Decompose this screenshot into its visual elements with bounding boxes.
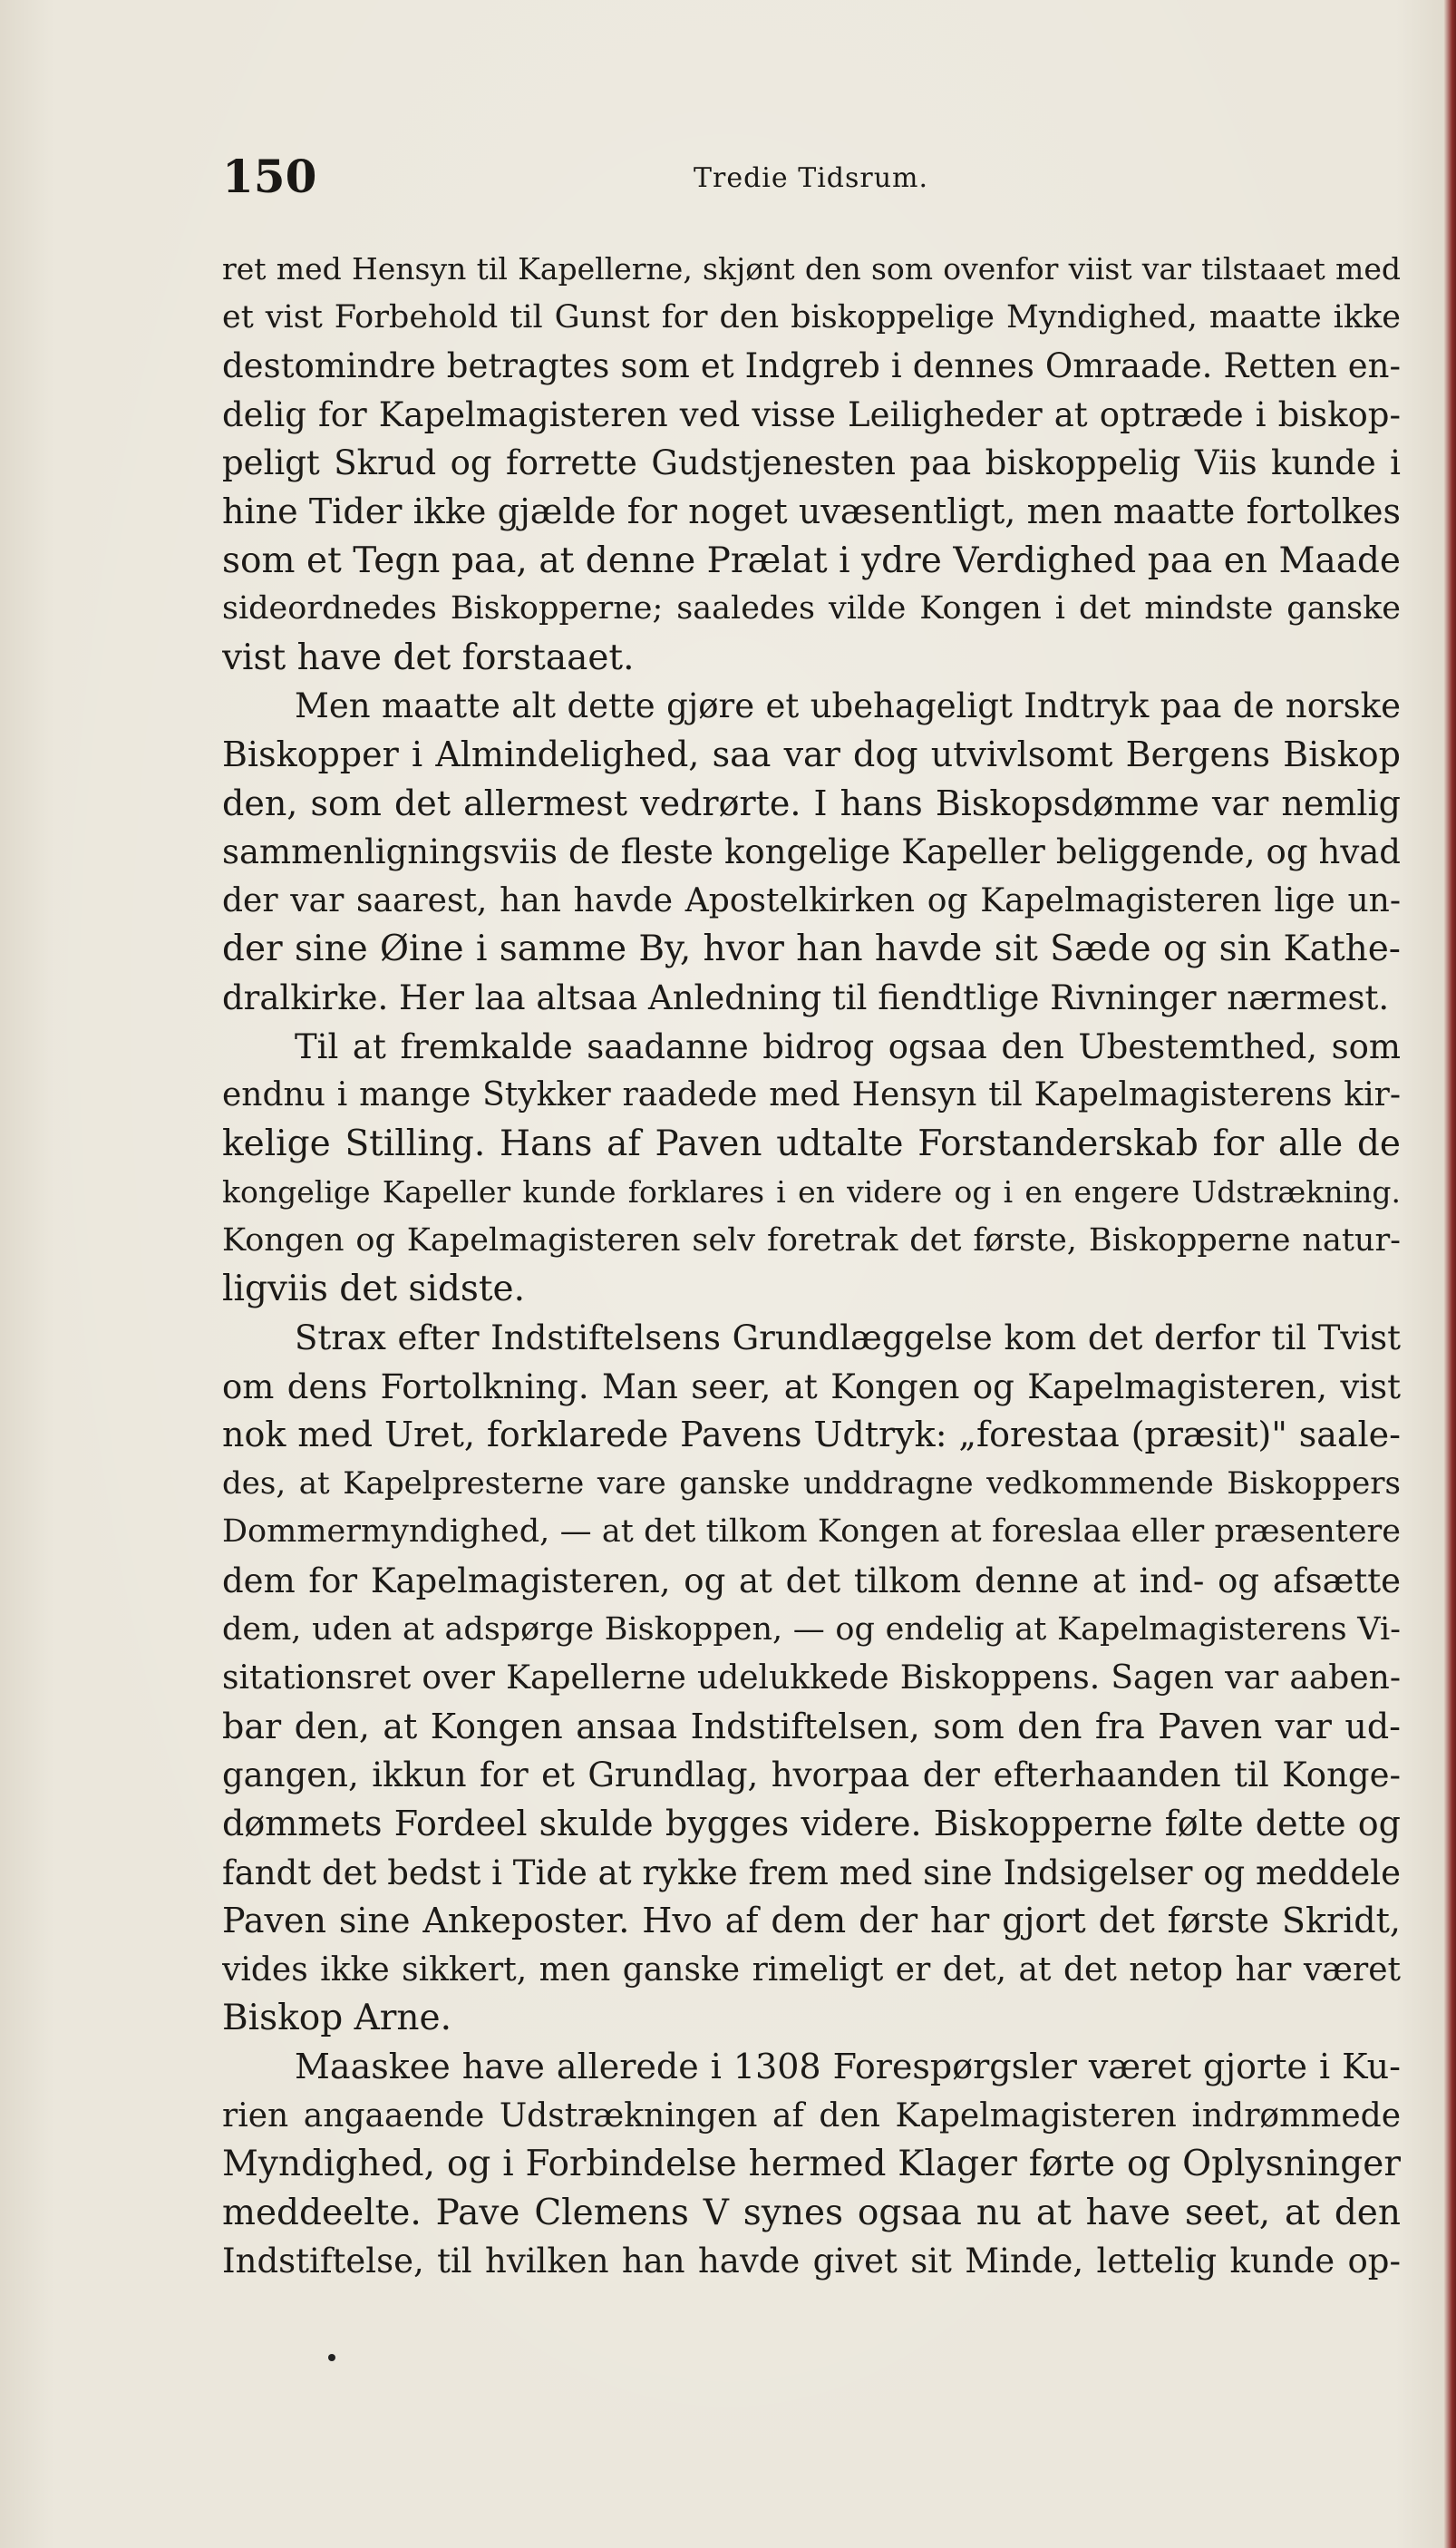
paragraph [222, 245, 1401, 682]
text-line: ret med Hensyn til Kapellerne, skjønt den som ovenfor viist var tilstaaet med [222, 251, 1401, 287]
text-line: Dommermyndighed, — at det tilkom Kongen at foreslaa eller præsentere [222, 1513, 1401, 1551]
text-line: den, som det allermest vedrørte. I hans Biskopsdømme var nemlig [222, 783, 1401, 823]
running-title: Tredie Tidsrum. [694, 162, 929, 194]
body-text [222, 245, 1401, 2286]
running-head [222, 150, 1401, 213]
text-line: der sine Øine i samme By, hvor han havde sit Sæde og sin Kathe- [222, 929, 1401, 970]
text-line: Biskop Arne. [222, 1998, 452, 2039]
text-line: Men maatte alt dette gjøre et ubehageligt Indtryk paa de norske [295, 686, 1401, 726]
text-line: gangen, ikkun for et Grundlag, hvorpaa der efterhaanden til Konge- [222, 1755, 1401, 1795]
text-line: Myndighed, og i Forbindelse hermed Klager førte og Oplysninger [222, 2144, 1401, 2185]
text-line: Strax efter Indstiftelsens Grundlæggelse kom det derfor til Tvist [295, 1318, 1401, 1358]
text-line: destomindre betragtes som et Indgreb i dennes Omraade. Retten en- [222, 346, 1401, 386]
text-line: ligviis det sidste. [222, 1269, 526, 1310]
page-number: 150 [222, 150, 317, 203]
text-line: peligt Skrud og forrette Gudstjenesten paa biskoppelig Viis kunde i [222, 443, 1401, 483]
paragraph [222, 1314, 1401, 2043]
text-line: sitationsret over Kapellerne udelukkede Biskoppens. Sagen var aaben- [222, 1659, 1401, 1697]
paragraph [222, 682, 1401, 1022]
text-line: endnu i mange Stykker raadede med Hensyn til Kapelmagisterens kir- [222, 1076, 1401, 1114]
text-line: nok med Uret, forklarede Pavens Udtryk: „forestaa (præsit)" saale- [222, 1415, 1401, 1455]
text-line: sammenligningsviis de fleste kongelige Kapeller beliggende, og hvad [222, 832, 1401, 872]
text-line: vides ikke sikkert, men ganske rimeligt er det, at det netop har været [222, 1950, 1401, 1989]
text-line: Paven sine Ankeposter. Hvo af dem der har gjort det første Skridt, [222, 1901, 1401, 1941]
text-line: vist have det forstaaet. [222, 637, 635, 678]
text-line: som et Tegn paa, at denne Prælat i ydre Verdighed paa en Maade [222, 540, 1401, 581]
text-line: dem, uden at adspørge Biskoppen, — og endelig at Kapelmagisterens Vi- [222, 1610, 1401, 1648]
text-line: Kongen og Kapelmagisteren selv foretrak det første, Biskopperne natur- [222, 1221, 1401, 1259]
text-line: rien angaaende Udstrækningen af den Kapelmagisteren indrømmede [222, 2096, 1401, 2135]
text-line: dem for Kapelmagisteren, og at det tilkom denne at ind- og afsætte [222, 1561, 1401, 1601]
text-line: kelige Stilling. Hans af Paven udtalte Forstanderskab for alle de [222, 1123, 1401, 1164]
text-line: des, at Kapelpresterne vare ganske unddragne vedkommende Biskoppers [222, 1464, 1401, 1502]
text-line: Biskopper i Almindelighed, saa var dog utvivlsomt Bergens Biskop [222, 734, 1401, 774]
text-line: dralkirke. Her laa altsaa Anledning til fiendtlige Rivninger nærmest. [222, 977, 1390, 1017]
text-line: Indstiftelse, til hvilken han havde givet sit Minde, lettelig kunde op- [222, 2242, 1401, 2281]
paragraph [222, 1023, 1401, 1315]
text-line: fandt det bedst i Tide at rykke frem med sine Indsigelser og meddele [222, 1853, 1401, 1892]
text-line: dømmets Fordeel skulde bygges videre. Biskopperne følte dette og [222, 1804, 1401, 1843]
text-line: om dens Fortolkning. Man seer, at Kongen og Kapelmagisteren, vist [222, 1366, 1401, 1406]
text-line: Maaskee have allerede i 1308 Forespørgsler været gjorte i Ku- [295, 2046, 1401, 2086]
text-line: kongelige Kapeller kunde forklares i en videre og i en engere Udstrækning. [222, 1174, 1401, 1211]
text-line: sideordnedes Biskopperne; saaledes vilde Kongen i det mindste ganske [222, 590, 1401, 627]
paragraph [222, 2043, 1401, 2286]
text-line: et vist Forbehold til Gunst for den biskoppelige Myndighed, maatte ikke [222, 298, 1401, 336]
text-line: der var saarest, han havde Apostelkirken og Kapelmagisteren lige un- [222, 881, 1401, 919]
ink-dot [328, 2354, 335, 2361]
text-line: delig for Kapelmagisteren ved visse Leiligheder at optræde i biskop- [222, 394, 1401, 434]
text-line: bar den, at Kongen ansaa Indstiftelsen, som den fra Paven var ud- [222, 1706, 1401, 1746]
text-line: hine Tider ikke gjælde for noget uvæsentligt, men maatte fortolkes [222, 491, 1401, 531]
page-edge [1443, 0, 1456, 2548]
text-line: Til at fremkalde saadanne bidrog ogsaa den Ubestemthed, som [295, 1026, 1401, 1066]
text-line: meddeelte. Pave Clemens V synes ogsaa nu at have seet, at den [222, 2192, 1401, 2233]
